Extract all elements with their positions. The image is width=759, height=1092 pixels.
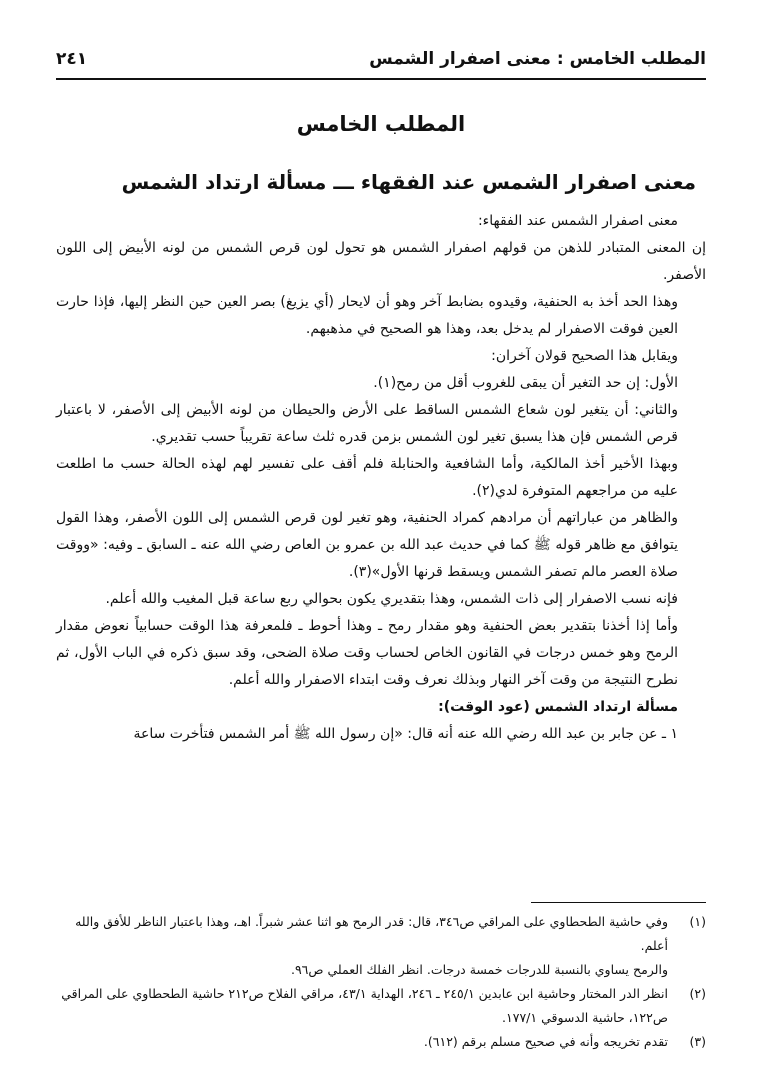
running-title: المطلب الخامس : معنى اصفرار الشمس	[369, 49, 706, 69]
paragraph: وبهذا الأخير أخذ المالكية، وأما الشافعية والحنابلة فلم أقف على تفسير لهم لهذه الحالة حسب ما اطلعت عليه من مراجعهم المتوفرة لدي(٢).	[56, 456, 678, 499]
footnote-number: (٢)	[689, 986, 706, 1001]
header-rule	[56, 78, 706, 80]
footnote-text: انظر الدر المختار وحاشية ابن عابدين ٢٤٥/١ ـ ٢٤٦، الهداية ٤٣/١، مراقي الفلاح ص٢١٢ حاشية الطحطاوي على المراقي ص١٢٢، حاشية الدسوقي ١٧٧/١.	[61, 986, 668, 1025]
book-page	[56, 0, 706, 1092]
footnote	[56, 910, 706, 958]
paragraph: وأما إذا أخذنا بتقدير بعض الحنفية وهو مقدار رمح ـ وهذا أحوط ـ فلمعرفة هذا الوقت حسابياً نعوض مقدار الرمح وهو خمس درجات في القانون الخاص لحساب وقت صلاة الضحى، وقد سبق ذكره في الباب الأول، ثم نطرح النتيجة من وقت آخر النهار وبذلك نعرف وقت ابتداء الاصفرار والله أعلم.	[56, 618, 678, 688]
main-title: معنى اصفرار الشمس عند الفقهاء ـــ مسألة ارتداد الشمس	[121, 170, 696, 194]
page-number: ٢٤١	[56, 49, 88, 69]
footnote	[56, 1030, 706, 1054]
paragraph: الأول: إن حد التغير أن يبقى للغروب أقل من رمح(١).	[373, 375, 678, 391]
paragraph: وهذا الحد أخذ به الحنفية، وقيدوه بضابط آخر وهو أن لايحار (أي يزيغ) بصر العين حين النظر إليها، فإذا حارت العين فوقت الاصفرار لم يدخل بعد، وهذا هو الصحيح في مذهبهم.	[56, 294, 678, 337]
paragraph: والثاني: أن يتغير لون شعاع الشمس الساقط على الأرض والحيطان من لونه الأبيض إلى الأصفر، لا باعتبار قرص الشمس فإن هذا يسبق تغير لون الشمس بزمن قدره ثلث ساعة تقريباً حسب تقديري.	[56, 402, 678, 445]
footnote-number: (١)	[689, 914, 706, 929]
running-header	[56, 44, 706, 74]
paragraph: والظاهر من عباراتهم أن مرادهم كمراد الحنفية، وهو تغير لون قرص الشمس إلى اللون الأصفر، وهذا القول يتوافق مع ظاهر قوله ﷺ كما في حديث عبد الله بن عمرو بن العاص رضي الله عنه ـ السابق ـ وفيه: «ووقت صلاة العصر مالم تصفر الشمس ويسقط قرنها الأول»(٣).	[56, 510, 678, 580]
paragraph: ويقابل هذا الصحيح قولان آخران:	[491, 348, 678, 364]
paragraph: ١ ـ عن جابر بن عبد الله رضي الله عنه أنه قال: «إن رسول الله ﷺ أمر الشمس فتأخرت ساعة	[133, 726, 678, 742]
body-text	[56, 208, 706, 748]
paragraph: إن المعنى المتبادر للذهن من قولهم اصفرار الشمس هو تحول لون قرص الشمس من لونه الأبيض إلى اللون الأصفر.	[56, 240, 706, 283]
footnote-continuation: والرمح يساوي بالنسبة للدرجات خمسة درجات. انظر الفلك العملي ص٩٦.	[290, 962, 668, 977]
section-title: المطلب الخامس	[296, 112, 466, 136]
footnote-text: تقدم تخريجه وأنه في صحيح مسلم برقم (٦١٢).	[423, 1034, 668, 1049]
footnote-text: وفي حاشية الطحطاوي على المراقي ص٣٤٦، قال: قدر الرمح هو اثنا عشر شبراً. اهـ، وهذا باعتبار الناظر للأفق والله أعلم.	[75, 914, 668, 953]
footnote	[56, 982, 706, 1030]
footnote-number: (٣)	[689, 1034, 706, 1049]
footnotes	[56, 910, 706, 1054]
subheading: مسألة ارتداد الشمس (عود الوقت):	[438, 699, 678, 715]
footnote-rule	[531, 902, 706, 903]
paragraph: فإنه نسب الاصفرار إلى ذات الشمس، وهذا بتقديري يكون بحوالي ربع ساعة قبل المغيب والله أعلم.	[105, 591, 678, 607]
paragraph: معنى اصفرار الشمس عند الفقهاء:	[477, 213, 678, 229]
